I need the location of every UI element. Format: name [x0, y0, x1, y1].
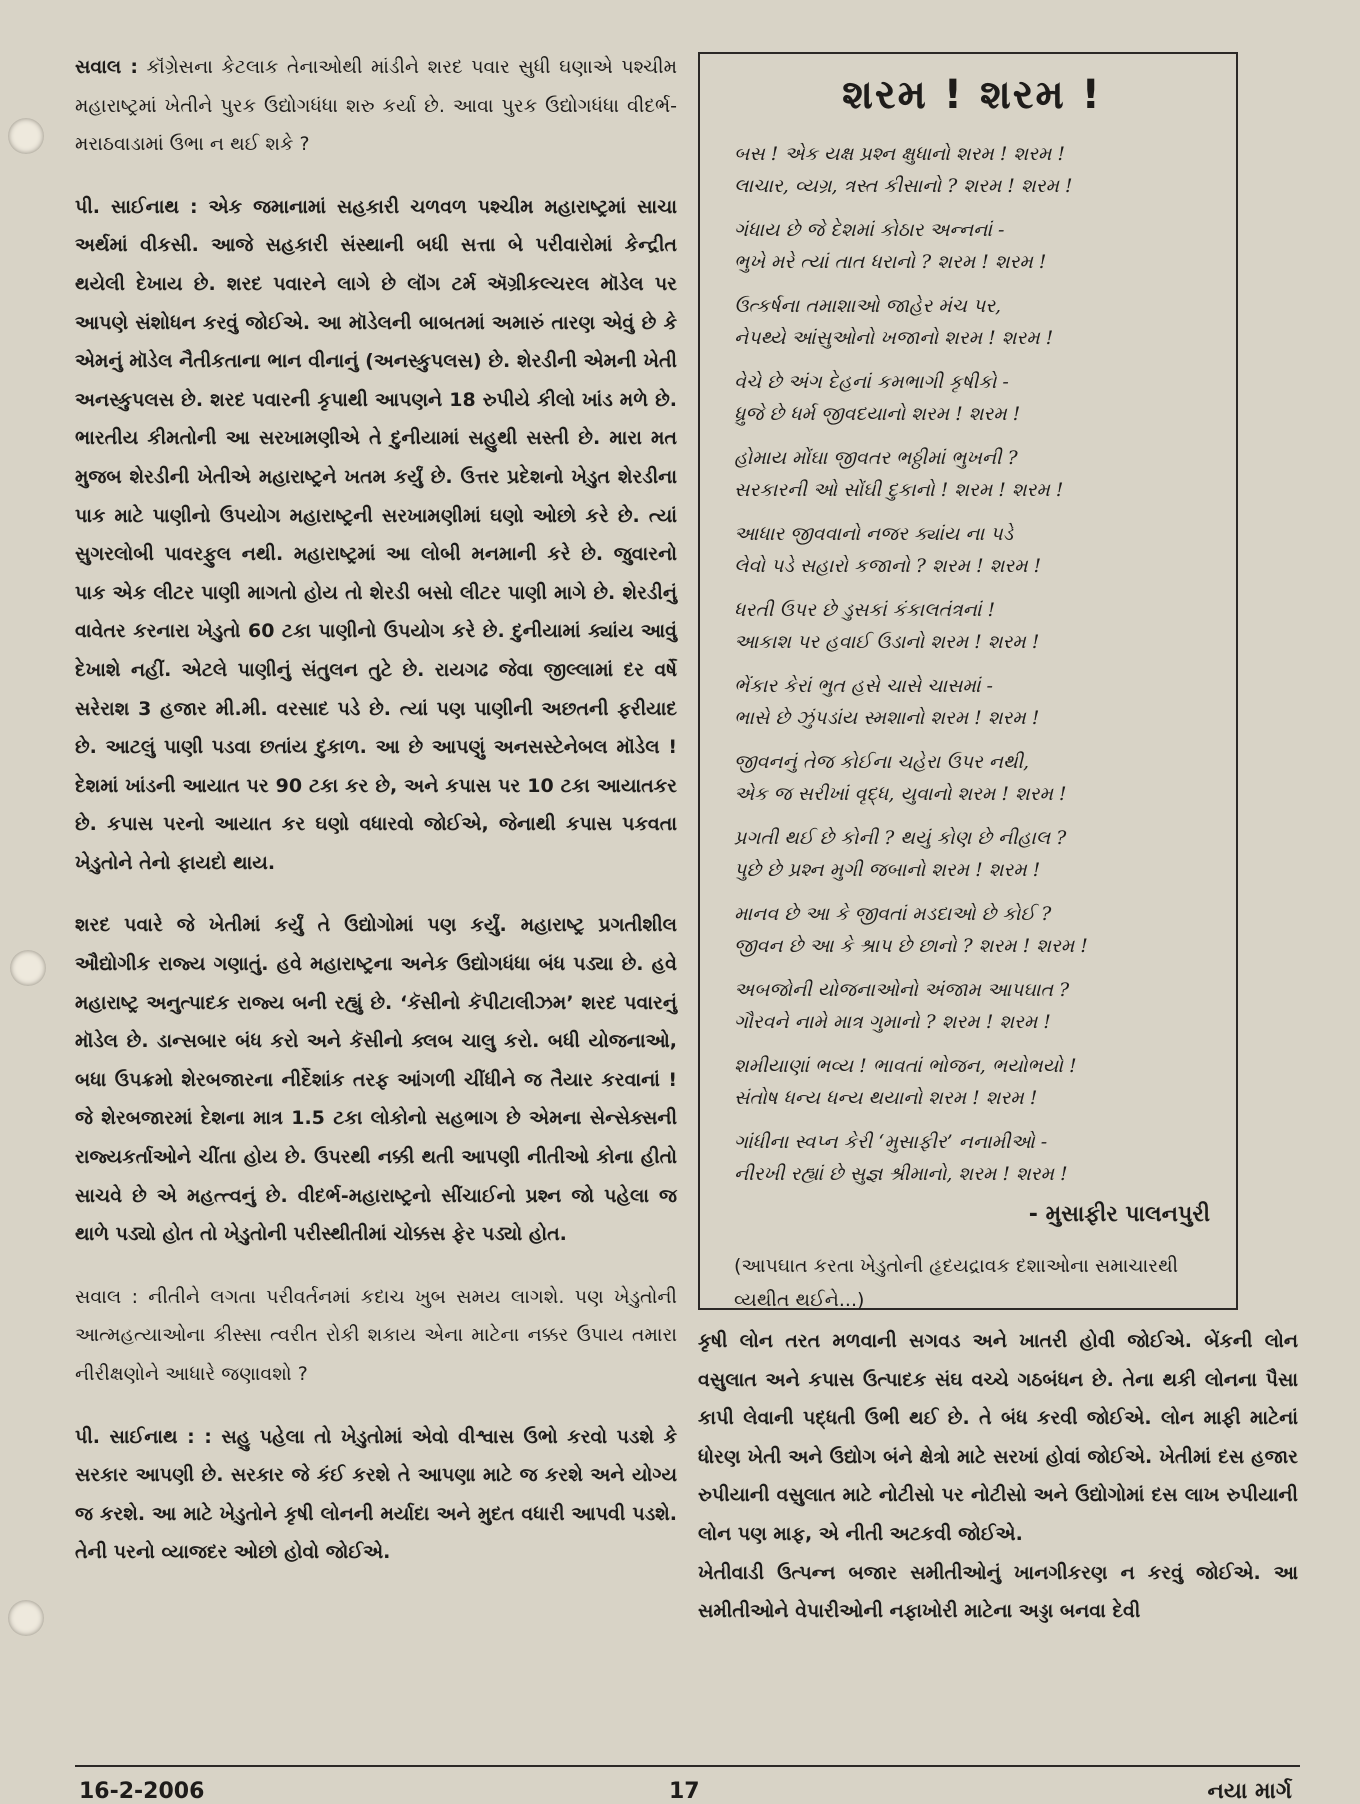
page-number: 17 — [669, 1779, 700, 1804]
poem-stanza — [734, 214, 1210, 278]
poem-stanza — [734, 518, 1210, 582]
poem-line: ઉત્કર્ષના તમાશાઓ જાહેર મંચ પર, — [734, 295, 1002, 317]
question-2: સવાલ : નીતીને લગતા પરીવર્તનમાં કદાચ ખુબ સમય લાગશે. પણ ખેડુતોની આત્મહત્યાઓના કીસ્સા ત્વરીત રોકી શકાય એના માટેના નક્કર ઉપાય તમારા નીરીક્ષણોને આધારે જણાવશો ? — [75, 1285, 677, 1385]
poem-stanza — [734, 594, 1210, 658]
question-1 — [75, 48, 677, 164]
poem-line: સંતોષ ધન્ય ધન્ય થયાનો શરમ ! શરમ ! — [734, 1087, 1038, 1109]
poem-stanza — [734, 746, 1210, 810]
answer-2: પી. સાઈનાથ : : સહુ પહેલા તો ખેડુતોમાં એવો વીશ્વાસ ઉભો કરવો પડશે કે સરકાર આપણી છે. સરકાર જે કંઈ કરશે તે આપણા માટે જ કરશે અને યોગ્ય જ કરશે. આ માટે ખેડુતોને કૃષી લોનની મર્યાદા અને મુદત વધારી આપવી પડશે. તેની પરનો વ્યાજદર ઓછો હોવો જોઈએ. — [75, 1425, 677, 1564]
poem-stanza — [734, 1050, 1210, 1114]
magazine-name: નયા માર્ગ — [1207, 1779, 1292, 1804]
poem-note: (આપઘાત કરતા ખેડુતોની હૃદયદ્રાવક દશાઓના સમાચારથી વ્યથીત થઈને...) — [734, 1255, 1179, 1311]
answer-1: પી. સાઈનાથ : એક જમાનામાં સહકારી ચળવળ પશ્ચીમ મહારાષ્ટ્રમાં સાચા અર્થમાં વીકસી. આજે સહકારી સંસ્થાની બધી સત્તા બે પરીવારોમાં કેન્દ્રીત થયેલી દેખાય છે. શરદ પવારને લાગે છે લૉંગ ટર્મ ઍગ્રીકલ્ચરલ મૉડેલ પર આપણે સંશોધન કરવું જોઈએ. આ મૉડેલની બાબતમાં અમારું તારણ એવું છે કે એમનું મૉડેલ નૈતીકતાના ભાન વીનાનું (અનસ્કુપલસ) છે. શેરડીની એમની ખેતી અનસ્કુપલસ છે. શરદ પવારની કૃપાથી આપણને 18 રુપીયે કીલો ખાંડ મળે છે. ભારતીય કીમતોની આ સરખામણીએ તે દુનીયામાં સહુથી સસ્તી છે. મારા મત મુજબ શેરડીની ખેતીએ મહારાષ્ટ્રને ખતમ કર્યું છે. ઉત્તર પ્રદેશનો ખેડુત શેરડીના પાક માટે પાણીનો ઉપયોગ મહારાષ્ટ્રની સરખામણીમાં ઘણો ઓછો કરે છે. ત્યાં સુગરલોબી પાવરફુલ નથી. મહારાષ્ટ્રમાં આ લોબી મનમાની કરે છે. જુવારનો પાક એક લીટર પાણી માગતો હોય તો શેરડી બસો લીટર પાણી માગે છે. શેરડીનું વાવેતર કરનારા ખેડુતો 60 ટકા પાણીનો ઉપયોગ કરે છે. દુનીયામાં ક્યાંય આવું દેખાશે નહીં. એટલે પાણીનું સંતુલન તુટે છે. રાયગઢ જેવા જીલ્લામાં દર વર્ષે સરેરાશ 3 હજાર મી.મી. વરસાદ પડે છે. ત્યાં પણ પાણીની અછતની ફરીયાદ છે. આટલું પાણી પડવા છતાંય દુકાળ. આ છે આપણું અનસસ્ટેનેબલ મૉડેલ ! દેશમાં ખાંડની આયાત પર 90 ટકા કર છે, અને કપાસ પર 10 ટકા આયાતકર છે. કપાસ પરનો આયાત કર ઘણો વધારવો જોઈએ, જેનાથી કપાસ પકવતા ખેડુતોને તેનો ફાયદો થાય. — [75, 195, 677, 874]
page-footer — [75, 1765, 1300, 1804]
poem-line: પ્રગતી થઈ છે કોની ? થયું કોણ છે નીહાલ ? — [734, 827, 1067, 849]
poem-line: ધ્રુજે છે ધર્મ જીવદયાનો શરમ ! શરમ ! — [734, 403, 1021, 425]
poem-line: ભાસે છે ઝુંપડાંય સ્મશાનો શરમ ! શરમ ! — [734, 707, 1040, 729]
poem-line: એક જ સરીખાં વૃદ્ધ, યુવાનો શરમ ! શરમ ! — [734, 783, 1067, 805]
poem-line: જીવન છે આ કે શ્રાપ છે છાનો ? શરમ ! શરમ ! — [734, 935, 1088, 957]
poem-line: શમીયાણાં ભવ્ય ! ભાવતાં ભોજન, ભયોભયો ! — [734, 1055, 1077, 1077]
question-label: સવાલ : — [75, 56, 138, 78]
poem-title: શરમ ! શરમ ! — [842, 72, 1102, 118]
poem-line: નેપથ્યે આંસુઓનો ખજાનો શરમ ! શરમ ! — [734, 327, 1054, 349]
poem-line: ધરતી ઉપર છે ડુસકાં કંકાલતંત્રનાં ! — [734, 599, 996, 621]
poem-stanza — [734, 974, 1210, 1038]
punch-hole — [8, 1600, 44, 1636]
poem-line: ગૌરવને નામે માત્ર ગુમાનો ? શરમ ! શરમ ! — [734, 1011, 1051, 1033]
poem-line: આકાશ પર હવાઈ ઉડાનો શરમ ! શરમ ! — [734, 631, 1040, 653]
poem-stanza — [734, 442, 1210, 506]
punch-hole — [10, 950, 46, 986]
poem-stanza — [734, 138, 1210, 202]
poem-line: આધાર જીવવાનો નજર ક્યાંય ના પડે — [734, 523, 1014, 545]
question-text: કૉંગ્રેસના કેટલાક તેનાઓથી માંડીને શરદ પવાર સુધી ઘણાએ પશ્ચીમ મહારાષ્ટ્રમાં ખેતીને પુરક ઉદ્યોગધંધા શરુ કર્યા છે. આવા પુરક ઉદ્યોગધંધા વીદર્ભ-મરાઠવાડામાં ઉભા ન થઈ શકે ? — [75, 56, 677, 156]
left-column — [75, 48, 677, 1596]
poem-stanza — [734, 366, 1210, 430]
poem-line: વેચે છે અંગ દેહનાં કમભાગી કૃષીકો - — [734, 371, 1009, 393]
poem-line: અબજોની યોજનાઓનો અંજામ આપઘાત ? — [734, 979, 1070, 1001]
poem-line: લેવો પડે સહારો કજાનો ? શરમ ! શરમ ! — [734, 555, 1042, 577]
poem-line: ગંધાય છે જે દેશમાં કોઠાર અન્નનાં - — [734, 219, 1005, 241]
poem-line: માનવ છે આ કે જીવતાં મડદાઓ છે કોઈ ? — [734, 903, 1052, 925]
poem-line: ભુખે મરે ત્યાં તાત ધરાનો ? શરમ ! શરમ ! — [734, 251, 1047, 273]
poem-stanza — [734, 670, 1210, 734]
poem-line: સરકારની ઓ સોંઘી દુકાનો ! શરમ ! શરમ ! — [734, 479, 1064, 501]
right-column-text — [698, 1322, 1298, 1631]
poem-line: બસ ! એક યક્ષ પ્રશ્ન ક્ષુધાનો શરમ ! શરમ ! — [734, 143, 1065, 165]
right-paragraph-1: કૃષી લોન તરત મળવાની સગવડ અને ખાતરી હોવી જોઈએ. બેંકની લોન વસુલાત અને કપાસ ઉત્પાદક સંઘ વચ્ચે ગઠબંધન છે. તેના થકી લોનના પૈસા કાપી લેવાની પદ્ધતી ઉભી થઈ છે. તે બંધ કરવી જોઈએ. લોન માફી માટેનાં ધોરણ ખેતી અને ઉદ્યોગ બંને ક્ષેત્રો માટે સરખાં હોવાં જોઈએ. ખેતીમાં દસ હજાર રુપીયાની વસુલાત માટે નોટીસો પર નોટીસો અને ઉદ્યોગોમાં દસ લાખ રુપીયાની લોન પણ માફ, એ નીતી અટકવી જોઈએ. — [698, 1330, 1298, 1545]
poem-line: નીરખી રહ્યાં છે સુજ્ઞ શ્રીમાનો, શરમ ! શરમ ! — [734, 1163, 1068, 1185]
punch-hole — [8, 118, 44, 154]
issue-date: 16-2-2006 — [79, 1779, 205, 1804]
poem-line: પુછે છે પ્રશ્ન મુગી જબાનો શરમ ! શરમ ! — [734, 859, 1041, 881]
poem-line: જીવનનું તેજ કોઈના ચહેરા ઉપર નથી, — [734, 751, 1029, 773]
poem-line: હોમાય મોંઘા જીવતર ભઠ્ઠીમાં ભુખની ? — [734, 447, 1018, 469]
poem-line: લાચાર, વ્યગ્ર, ત્રસ્ત કીસાનો ? શરમ ! શરમ ! — [734, 175, 1073, 197]
poem-box — [698, 52, 1238, 1310]
answer-1-continued: શરદ પવારે જે ખેતીમાં કર્યું તે ઉદ્યોગોમાં પણ કર્યું. મહારાષ્ટ્ર પ્રગતીશીલ ઔદ્યોગીક રાજ્ય ગણાતું. હવે મહારાષ્ટ્રના અનેક ઉદ્યોગધંધા બંધ પડ્યા છે. હવે મહારાષ્ટ્ર અનુત્પાદક રાજ્ય બની રહ્યું છે. ‘કૅસીનો કૅપીટાલીઝમ’ શરદ પવારનું મૉડેલ છે. ડાન્સબાર બંધ કરો અને કૅસીનો ક્લબ ચાલુ કરો. બધી યોજનાઓ, બધા ઉપક્રમો શેરબજારના નીર્દેશાંક તરફ આંગળી ચીંધીને જ તૈયાર કરવાનાં ! જે શેરબજારમાં દેશના માત્ર 1.5 ટકા લોકોનો સહભાગ છે એમના સેન્સેક્સની રાજ્યકર્તાઓને ચીંતા હોય છે. ઉપરથી નક્કી થતી આપણી નીતીઓ કોના હીતો સાચવે છે એ મહત્ત્વનું છે. વીદર્ભ-મહારાષ્ટ્રનો સીંચાઈનો પ્રશ્ન જો પહેલા જ થાળે પડ્યો હોત તો ખેડુતોની પરીસ્થીતીમાં ચોક્કસ ફેર પડ્યો હોત. — [75, 914, 677, 1246]
poem-line: ગાંધીના સ્વપ્ન કેરી ‘મુસાફીર’ નનામીઓ - — [734, 1131, 1048, 1153]
right-paragraph-2: ખેતીવાડી ઉત્પન્ન બજાર સમીતીઓનું ખાનગીકરણ ન કરવું જોઈએ. આ સમીતીઓને વેપારીઓની નફાખોરી માટેના અડ્ડા બનવા દેવી — [698, 1561, 1298, 1623]
poem-stanzas — [734, 138, 1210, 1190]
poem-stanza — [734, 1126, 1210, 1190]
poem-author: - મુસાફીર પાલનપુરી — [1028, 1202, 1210, 1227]
poem-line: ભેંકાર કેરાં ભુત હસે ચાસે ચાસમાં - — [734, 675, 993, 697]
poem-stanza — [734, 822, 1210, 886]
poem-stanza — [734, 898, 1210, 962]
poem-stanza — [734, 290, 1210, 354]
